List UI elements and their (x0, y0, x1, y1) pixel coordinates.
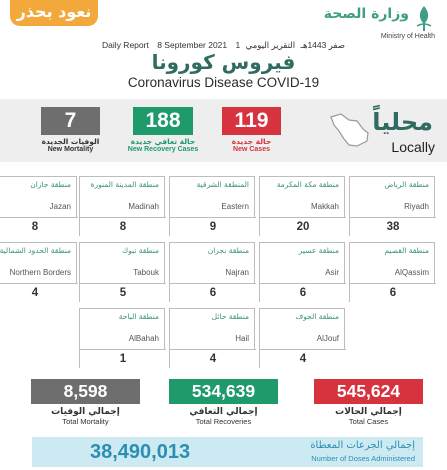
region-card-tabouk (79, 242, 165, 302)
saudi-map-icon (327, 111, 371, 149)
region-card-najran (169, 242, 255, 302)
vaccine-doses-label-ar: إجمالي الجرعات المعطاة (310, 440, 415, 451)
new-cases-value: 119 (222, 107, 281, 135)
region-value: 4 (260, 349, 346, 369)
region-name-ar: منطقة المدينة المنورة (90, 180, 159, 189)
region-name-en: Tabouk (133, 268, 159, 277)
new-recovery-box (117, 107, 209, 155)
total-cases-value: 545,624 (314, 379, 423, 404)
locally-label-en: Locally (391, 139, 435, 155)
region-name-ar: منطقة الحدود الشمالية (0, 246, 71, 255)
region-value: 8 (80, 217, 166, 237)
region-card-albahah (79, 308, 165, 368)
region-value: 4 (0, 283, 78, 303)
region-value: 8 (0, 217, 78, 237)
region-value: 4 (170, 349, 256, 369)
header (0, 0, 447, 44)
region-card-madinah (79, 176, 165, 236)
region-name-ar: منطقة حائل (211, 312, 249, 321)
report-label-ar: التقرير اليومي (245, 40, 296, 50)
region-value: 9 (170, 217, 256, 237)
ministry-logo-icon (413, 4, 435, 32)
ministry-name-ar: وزارة الصحة (323, 6, 409, 22)
region-value: 20 (260, 217, 346, 237)
region-name-ar: منطقة الجوف (295, 312, 339, 321)
region-name-ar: منطقة القصيم (384, 246, 429, 255)
region-card-riyadh (349, 176, 435, 236)
region-name-ar: منطقة عسير (298, 246, 339, 255)
region-name-en: Makkah (310, 202, 339, 211)
region-name-en: Northern Borders (9, 268, 71, 277)
region-name-en: AlJouf (316, 334, 339, 343)
ministry-logo-block (305, 4, 435, 42)
region-card-alqassim (349, 242, 435, 302)
region-card-northern-borders (0, 242, 77, 302)
region-value: 6 (260, 283, 346, 303)
new-mortality-box (41, 107, 100, 155)
report-gregorian-date: 8 September 2021 (157, 40, 228, 50)
region-name-ar: المنطقة الشرقية (196, 180, 249, 189)
region-value: 1 (80, 349, 166, 369)
total-mortality-value: 8,598 (31, 379, 140, 404)
region-value: 5 (80, 283, 166, 303)
total-recoveries-value: 534,639 (169, 379, 278, 404)
region-card-jazan (0, 176, 77, 236)
new-cases-label-en: New Cases (233, 146, 270, 153)
new-mortality-value: 7 (41, 107, 100, 135)
new-mortality-label-ar: الوفيات الجديدة (41, 137, 100, 146)
region-name-en: Najran (225, 268, 249, 277)
region-name-en: Riyadh (404, 202, 429, 211)
region-name-ar: منطقة جازان (30, 180, 71, 189)
region-name-ar: منطقة نجران (207, 246, 249, 255)
region-name-ar: منطقة مكة المكرمة (276, 180, 339, 189)
region-value: 38 (350, 217, 436, 237)
locally-label-ar: محلياً (372, 108, 433, 136)
vaccine-doses-label-en: Number of Doses Administered (311, 454, 415, 463)
vaccine-doses-band (32, 437, 423, 467)
region-name-en: Asir (325, 268, 339, 277)
region-card-hail (169, 308, 255, 368)
region-name-en: Hail (235, 334, 249, 343)
region-name-en: AlQassim (394, 268, 429, 277)
campaign-badge: نعود بحذر (10, 0, 98, 26)
total-recoveries-label-ar: إجمالي التعافي (189, 407, 258, 417)
region-name-ar: منطقة تبوك (121, 246, 159, 255)
total-mortality-label-ar: إجمالي الوفيات (51, 407, 120, 417)
region-name-en: AlBahah (128, 334, 159, 343)
new-cases-label-ar: حالة جديدة (231, 137, 272, 146)
total-recoveries-box (169, 379, 278, 429)
region-name-en: Eastern (221, 202, 249, 211)
region-card-makkah (259, 176, 345, 236)
region-card-eastern (169, 176, 255, 236)
new-mortality-label-en: New Mortality (47, 146, 94, 153)
region-value: 6 (170, 283, 256, 303)
total-mortality-label-en: Total Mortality (62, 417, 109, 426)
new-cases-box (222, 107, 281, 155)
total-mortality-box (31, 379, 140, 429)
region-name-en: Jazan (49, 202, 71, 211)
new-recovery-value: 188 (133, 107, 193, 135)
vaccine-doses-value: 38,490,013 (90, 441, 191, 463)
region-name-ar: منطقة الرياض (384, 180, 429, 189)
region-name-en: Madinah (128, 202, 159, 211)
total-cases-label-en: Total Cases (348, 417, 389, 426)
daily-stats-band (0, 99, 447, 162)
page-title-en: Coronavirus Disease COVID-19 (127, 75, 320, 90)
page-title-ar: فيروس كورونا (151, 50, 296, 74)
region-card-asir (259, 242, 345, 302)
ministry-name-en: Ministry of Health (380, 33, 435, 40)
region-name-ar: منطقة الباحة (118, 312, 159, 321)
total-cases-box (314, 379, 423, 429)
report-hijri-date: 1 صفر 1443هـ (235, 40, 345, 50)
report-label-en: Daily Report (102, 40, 149, 50)
new-recovery-label-en: New Recovery Cases (127, 146, 199, 153)
total-cases-label-ar: إجمالي الحالات (335, 407, 402, 417)
region-value: 6 (350, 283, 436, 303)
total-recoveries-label-en: Total Recoveries (195, 417, 252, 426)
new-recovery-label-ar: حالة تعافي جديدة (130, 137, 196, 146)
region-card-aljouf (259, 308, 345, 368)
